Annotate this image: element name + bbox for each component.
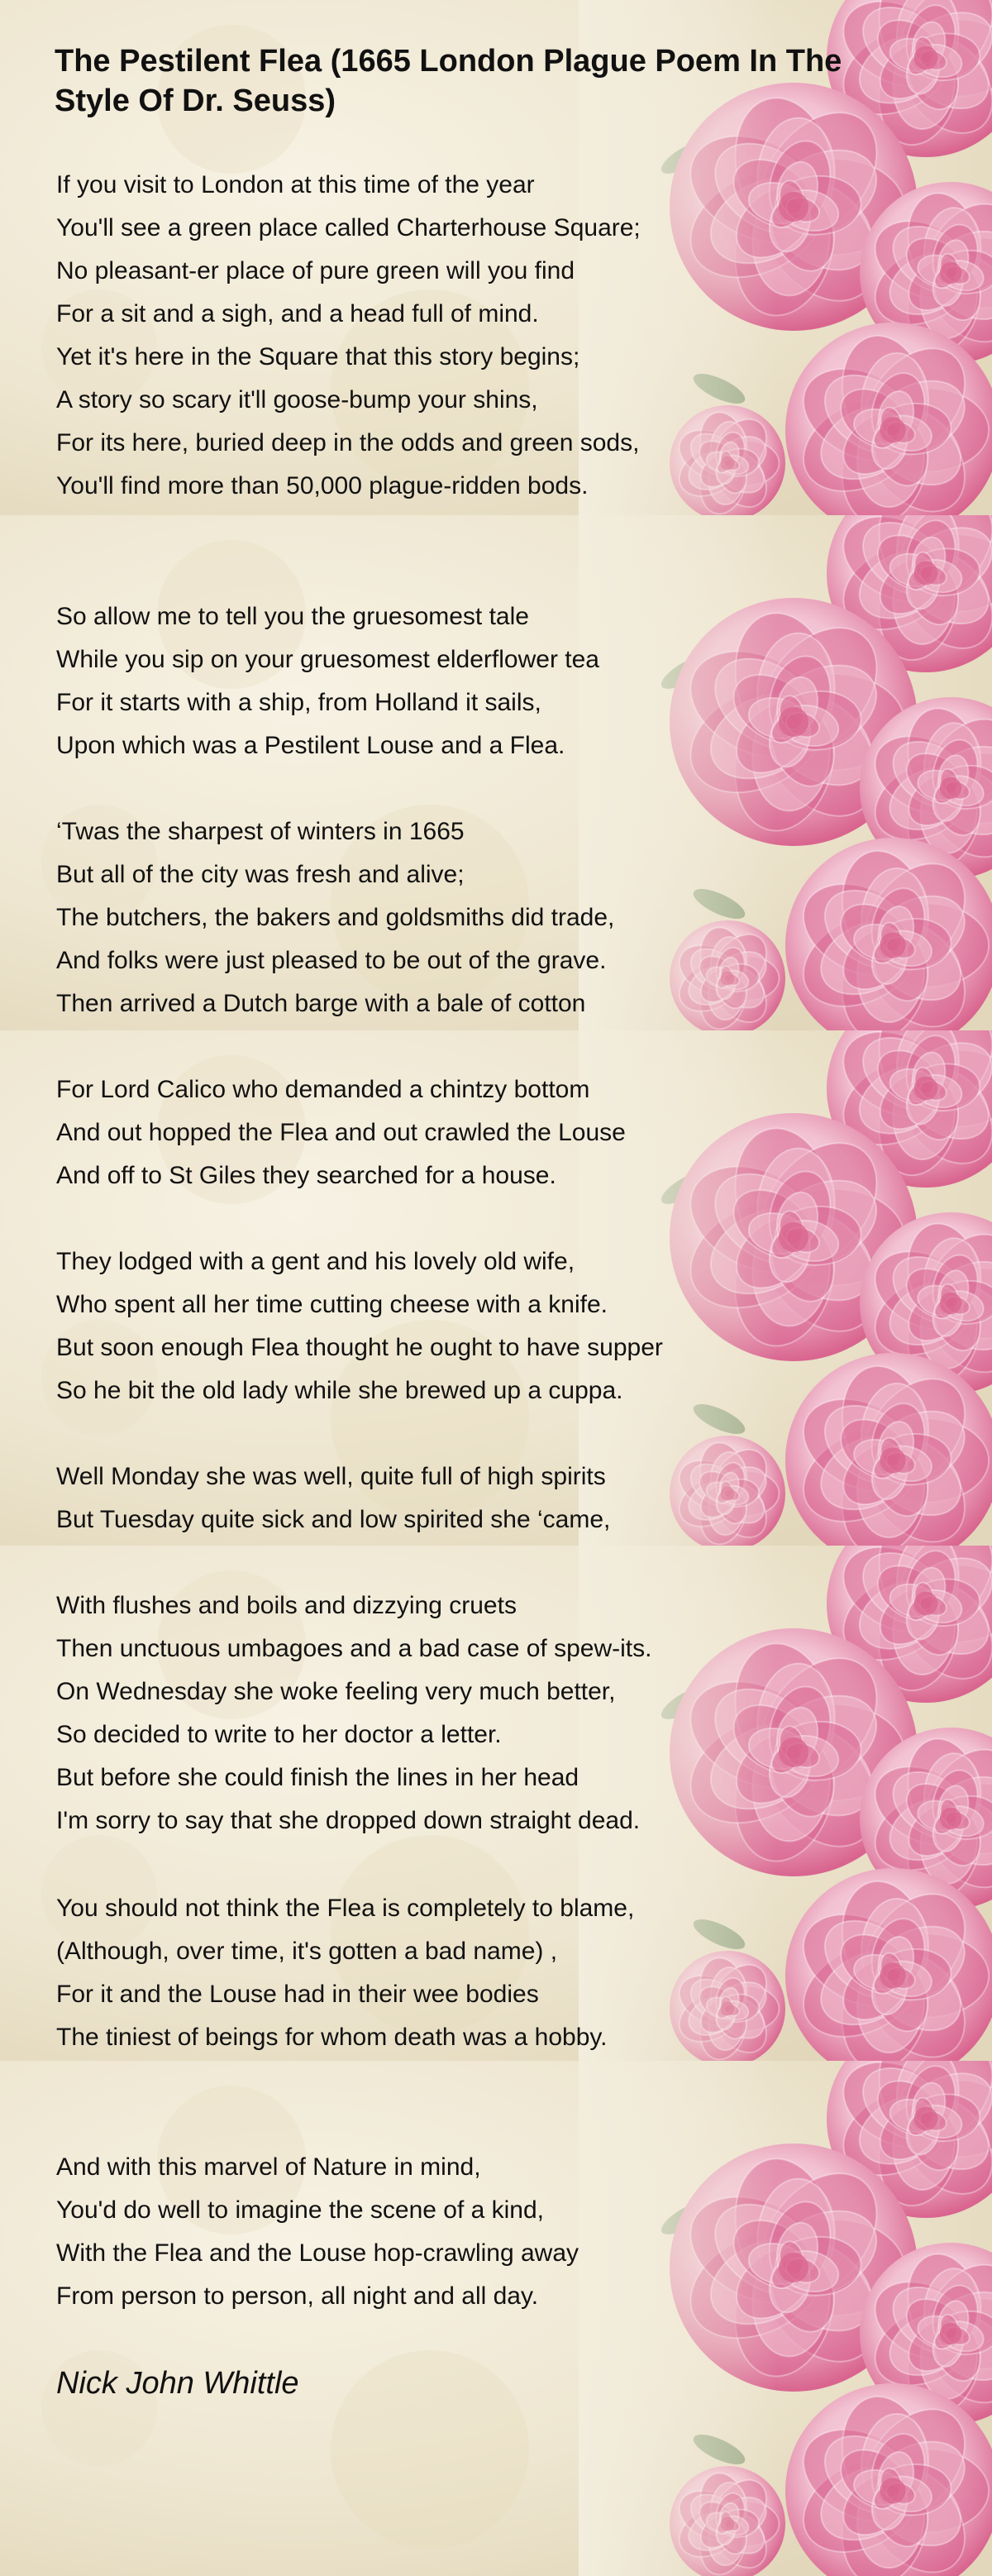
poem-line: But soon enough Flea thought he ought to have supper [56,1334,663,1361]
poem-line: Upon which was a Pestilent Louse and a Flea. [56,732,565,759]
poem-line: If you visit to London at this time of the year [56,171,535,198]
poem-line: So allow me to tell you the gruesomest tale [56,603,529,630]
poem-line: For Lord Calico who demanded a chintzy bottom [56,1076,590,1103]
poem-line: From person to person, all night and all day. [56,2282,539,2310]
stanza [56,2146,883,2318]
stanza [56,1240,883,1412]
poem-line: For a sit and a sigh, and a head full of mind. [56,300,539,327]
poem-line: With the Flea and the Louse hop-crawling away [56,2239,579,2267]
poem-line: Yet it's here in the Square that this story begins; [56,343,580,370]
stanza [56,810,883,1025]
poem-line: For its here, buried deep in the odds and green sods, [56,429,640,456]
poem-line: On Wednesday she woke feeling very much better, [56,1678,616,1705]
poem-line: So decided to write to her doctor a letter. [56,1721,502,1748]
poem-line: For it starts with a ship, from Holland it sails, [56,689,541,716]
stanza [56,1887,883,2059]
poem-title: The Pestilent Flea (1665 London Plague Poem In The Style Of Dr. Seuss) [55,44,842,118]
poem-line: And off to St Giles they searched for a house. [56,1162,556,1189]
stanza [56,1068,883,1197]
poem-author: Nick John Whittle [56,2366,299,2401]
poem-line: Well Monday she was well, quite full of high spirits [56,1463,606,1490]
stanza [56,1584,883,1842]
poem-line: I'm sorry to say that she dropped down straight dead. [56,1807,641,1834]
poem-line: But all of the city was fresh and alive; [56,861,465,888]
poem-line: The tiniest of beings for whom death was a hobby. [56,2024,608,2051]
poem-line: (Although, over time, it's gotten a bad name) , [56,1938,558,1965]
poem-line: You'll find more than 50,000 plague-ridden bods. [56,472,589,499]
poem-line: No pleasant-er place of pure green will you find [56,257,575,284]
stanza [56,164,883,508]
poem-line: Then unctuous umbagoes and a bad case of spew-its. [56,1635,652,1662]
poem-line: A story so scary it'll goose-bump your shins, [56,386,538,413]
poem-line: And folks were just pleased to be out of the grave. [56,947,607,974]
poem-line: Then arrived a Dutch barge with a bale of cotton [56,990,586,1017]
poem-line: ‘Twas the sharpest of winters in 1665 [56,818,465,845]
poem-line: And with this marvel of Nature in mind, [56,2153,481,2181]
poem-line: You should not think the Flea is completely to blame, [56,1895,635,1922]
poem-line: For it and the Louse had in their wee bodies [56,1981,539,2008]
stanza [56,595,883,767]
poem-line: You'd do well to imagine the scene of a kind, [56,2196,545,2224]
poem-line: And out hopped the Flea and out crawled the Louse [56,1119,626,1146]
poem-line: Who spent all her time cutting cheese with a knife. [56,1291,608,1318]
poem-line: While you sip on your gruesomest elderflower tea [56,646,599,673]
poem-line: So he bit the old lady while she brewed up a cuppa. [56,1377,623,1404]
stanza [56,1455,883,1541]
poem-line: You'll see a green place called Charterhouse Square; [56,214,641,241]
poem-line: The butchers, the bakers and goldsmiths did trade, [56,904,615,931]
poem-line: With flushes and boils and dizzying cruets [56,1592,517,1619]
poem-line: But Tuesday quite sick and low spirited she ‘came, [56,1506,611,1533]
poem-line: But before she could finish the lines in her head [56,1764,579,1791]
poem-line: They lodged with a gent and his lovely old wife, [56,1248,575,1275]
